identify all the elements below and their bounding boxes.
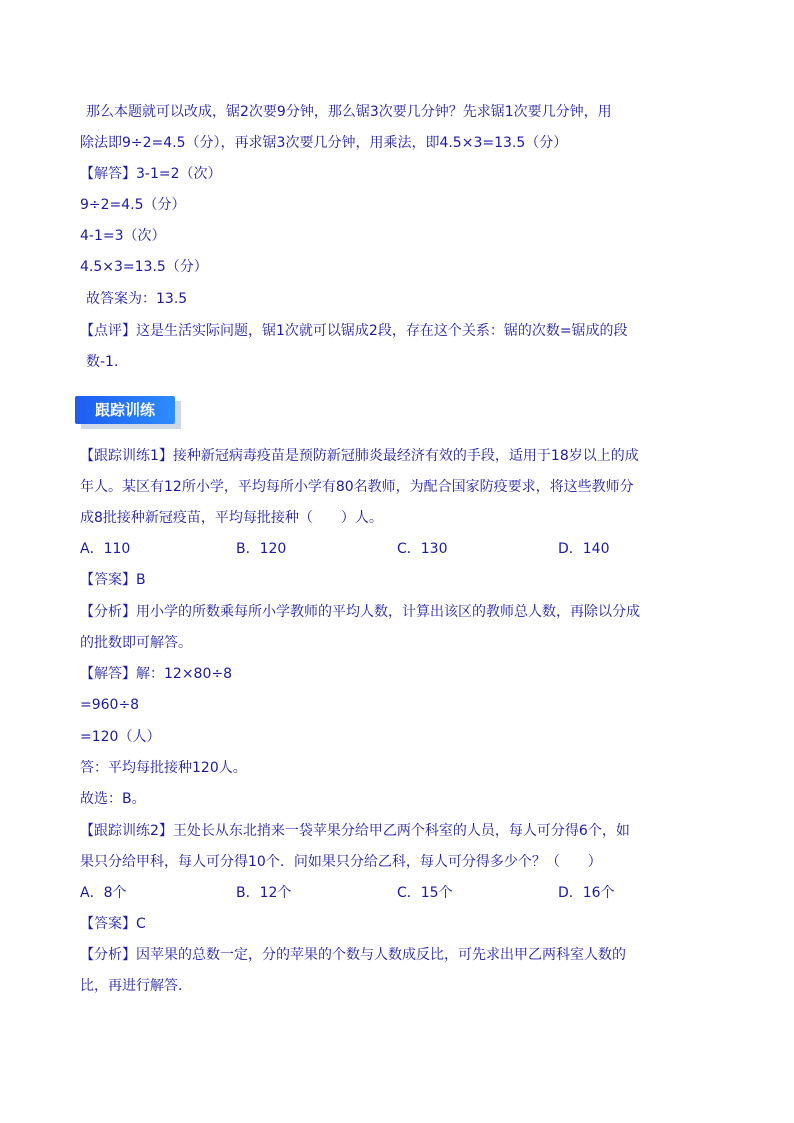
q2-answer: 【答案】C — [80, 916, 146, 932]
section-title: 跟踪训练 — [94, 401, 155, 419]
q1-text-1: 接种新冠病毒疫苗是预防新冠肺炎最经济有效的手段，适用于18岁以上的成 — [172, 448, 639, 464]
q1-solution-line-3: =120（人） — [80, 729, 161, 745]
q1-line-3: 成8批接种新冠疫苗，平均每批接种（ ）人。 — [80, 510, 383, 526]
q1-label: 【跟踪训练1】 — [80, 448, 173, 464]
q1-option-d: D．140 — [558, 541, 610, 557]
comment-label: 【点评】 — [80, 323, 136, 339]
q1-option-c: C．130 — [397, 541, 448, 557]
q1-option-a: A．110 — [80, 541, 131, 557]
prev-answer-line-3: 4-1=3（次） — [80, 228, 166, 244]
q2-option-c: C．15个 — [397, 885, 453, 901]
q2-label: 【跟踪训练2】 — [80, 823, 173, 839]
prev-comment-line-2: 数-1. — [86, 354, 119, 370]
q1-solution-line-2: =960÷8 — [80, 697, 140, 713]
answer-label: 【解答】 — [80, 166, 136, 182]
q2-analysis-line-1: 【分析】因苹果的总数一定，分的苹果的个数与人数成反比，可先求出甲乙两科室人数的 — [80, 947, 626, 963]
q1-line-1 — [80, 446, 639, 466]
q1-option-b: B．120 — [236, 541, 287, 557]
q2-option-b: B．12个 — [236, 885, 292, 901]
q1-answer: 【答案】B — [80, 572, 146, 588]
q2-text-1: 王处长从东北捎来一袋苹果分给甲乙两个科室的人员，每人可分得6个，如 — [172, 823, 630, 839]
prev-comment-line-1 — [80, 321, 628, 341]
prev-line-1: 那么本题就可以改成，锯2次要9分钟，那么锯3次要几分钟？先求锯1次要几分钟，用 — [86, 104, 612, 120]
q1-solution-line-4: 答：平均每批接种120人。 — [80, 760, 247, 776]
q1-solution-line-5: 故选：B。 — [80, 791, 146, 807]
prev-answer-line-1 — [80, 164, 222, 184]
comment-text: 这是生活实际问题，锯1次就可以锯成2段，存在这个关系：锯的次数=锯成的段 — [136, 323, 628, 339]
q1-line-2: 年人。某区有12所小学，平均每所小学有80名教师，为配合国家防疫要求，将这些教师分 — [80, 479, 634, 495]
q2-option-a: A．8个 — [80, 885, 127, 901]
section-heading — [75, 396, 175, 426]
prev-answer-line-2: 9÷2=4.5（分） — [80, 197, 186, 213]
q2-analysis-line-2: 比，再进行解答． — [80, 978, 192, 994]
prev-answer-final: 故答案为：13.5 — [86, 291, 188, 307]
q1-analysis-line-1: 【分析】用小学的所数乘每所小学教师的平均人数，计算出该区的教师总人数，再除以分成 — [80, 604, 640, 620]
answer-text: 3-1=2（次） — [136, 166, 222, 182]
prev-answer-line-4: 4.5×3=13.5（分） — [80, 259, 208, 275]
prev-line-2: 除法即9÷2=4.5（分），再求锯3次要几分钟，用乘法，即4.5×3=13.5（分） — [80, 135, 568, 151]
q1-solution-line-1: 【解答】解：12×80÷8 — [80, 666, 232, 682]
q1-analysis-line-2: 的批数即可解答。 — [80, 635, 192, 651]
q2-line-2: 果只分给甲科，每人可分得10个．问如果只分给乙科，每人可分得多少个？（ ） — [80, 854, 602, 870]
q2-line-1 — [80, 821, 630, 841]
q2-option-d: D．16个 — [558, 885, 615, 901]
